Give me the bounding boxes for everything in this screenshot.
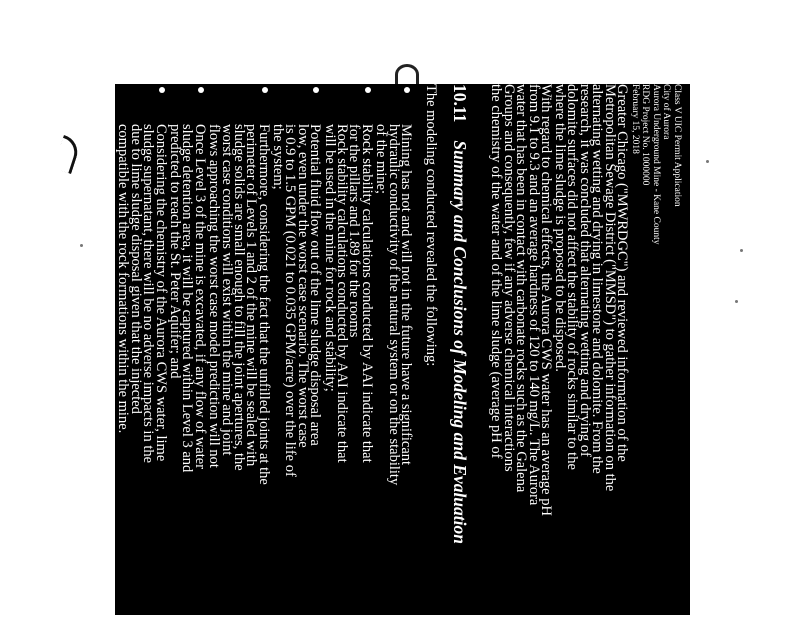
- section-heading: [449, 84, 470, 544]
- scan-speck: [706, 160, 709, 163]
- paragraph-chemical-effects: [490, 84, 552, 615]
- text-line: Once Level 3 of the mine is excavated, if any flow of water: [191, 124, 208, 470]
- text-line: water that has been in contact with carbonate rocks such as the Galena: [513, 84, 530, 493]
- text-line: Mining has not and will not in the future have a significant: [398, 124, 414, 466]
- text-line: perimeter of Levels 1 and 2 of the mine will be sealed with: [243, 124, 260, 467]
- text-line: will be used in the mine for rock and stability;: [321, 124, 338, 392]
- text-line: from 9.1 to 9.3 and an average hardness of 120 to 140 mg/L. The Aurora: [525, 84, 542, 506]
- punch-hole-mark: [395, 64, 419, 85]
- text-line: Groups and consequently, few if any adverse chemical interactions: [500, 84, 517, 472]
- list-item: [272, 84, 322, 615]
- list-item: [117, 84, 167, 615]
- text-line: due to lime sludge disposal given that the injected: [127, 124, 144, 414]
- text-line: Potential fluid flow out of the lime sludge disposal area: [307, 124, 324, 446]
- text-line: Considering the chemistry of the Aurora CWS water, lime: [152, 124, 169, 462]
- text-line: sludge detention area, it will be captured within Level 3 and: [179, 124, 196, 473]
- text-line: alternating wetting and drying in limestone and dolomite. From the: [589, 84, 606, 474]
- text-line: hydraulic conductivity of the natural system or on the stability: [385, 124, 402, 486]
- header-line: Class V UIC Permit Application: [672, 84, 682, 207]
- section-intro: [425, 84, 437, 615]
- header-line: Aurora Underground Mine - Kane County: [650, 84, 661, 245]
- text-line: Greater Chicago ("MWRDGC") and reviewed information of the: [614, 84, 630, 462]
- section-title: Summary and Conclusions of Modeling and Evaluation: [450, 140, 470, 544]
- bullet-icon: [404, 87, 410, 93]
- header-line: February 15, 2018: [629, 84, 640, 154]
- paragraph-wetting-drying: [554, 84, 628, 615]
- text-line: Rock stability calculations conducted by AAI indicate that: [334, 124, 351, 463]
- scan-speck: [80, 244, 83, 247]
- bullet-icon: [262, 87, 268, 93]
- text-line: of the mine;: [373, 124, 390, 195]
- text-line: compatible with the rock formations within the mine.: [115, 124, 132, 434]
- text-line: sludge supernatant, there will be no adverse impacts in the: [140, 124, 157, 464]
- text-line: flows approaching the worst case model prediction will not: [206, 124, 223, 468]
- text-line: Metropolitan Sewage District ("MMSD") to gather information on the: [601, 84, 618, 492]
- bullet-icon: [313, 87, 319, 93]
- list-item: [323, 84, 373, 615]
- scan-speck: [735, 300, 738, 303]
- list-item: [166, 84, 208, 615]
- conclusions-list: [117, 84, 412, 615]
- text-line: worst case conditions will exist within the mine and joint: [218, 124, 235, 456]
- text-line: the chemistry of the water and of the lime sludge (average pH of: [488, 84, 505, 459]
- text-line: Furthermore, considering the fact that the unfilled joints at the: [255, 124, 272, 485]
- text-line: low, even under the worst case scenario. The worst case: [294, 124, 311, 448]
- text-line: dolomite surfaces did not affect the stability of rocks similar to the: [564, 84, 581, 470]
- header-line: RDG Project No. 1000000: [640, 84, 651, 186]
- list-item: [375, 84, 412, 615]
- bullet-icon: [198, 87, 204, 93]
- bullet-icon: [159, 87, 165, 93]
- text-line: research, it was concluded that alternating wetting and drying of: [576, 84, 593, 457]
- scan-speck: [740, 249, 743, 252]
- section-number: 10.11: [450, 84, 470, 123]
- text-line: where the lime sludge is proposed to be disposed.: [552, 84, 569, 372]
- text-line: Rock stability calculations conducted by AAI indicate that: [358, 124, 375, 463]
- scan-artifact-mark: [53, 135, 82, 174]
- text-line: the system;: [270, 124, 287, 190]
- bullet-icon: [365, 87, 371, 93]
- text-line: sludge solids are small enough to fill the joint apertures, the: [230, 124, 247, 471]
- scanned-document-page: [115, 84, 690, 615]
- text-line: predicted to reach the St. Peter Aquifer; and: [166, 124, 183, 379]
- header-line: City of Aurora: [661, 84, 672, 140]
- text-line: is 0.9 to 1.5 GPM (0.021 to 0.035 GPM/acre) over the life of: [282, 124, 299, 477]
- list-item: [208, 84, 270, 615]
- document-header: [629, 84, 682, 245]
- rotated-page-content: [115, 84, 690, 615]
- text-line: The modeling conducted revealed the following:: [423, 84, 439, 367]
- text-line: for the pillars and 1.89 for the rooms: [346, 124, 363, 338]
- text-line: With regard to chemical effects, the Aurora CWS water has an average pH: [538, 84, 554, 516]
